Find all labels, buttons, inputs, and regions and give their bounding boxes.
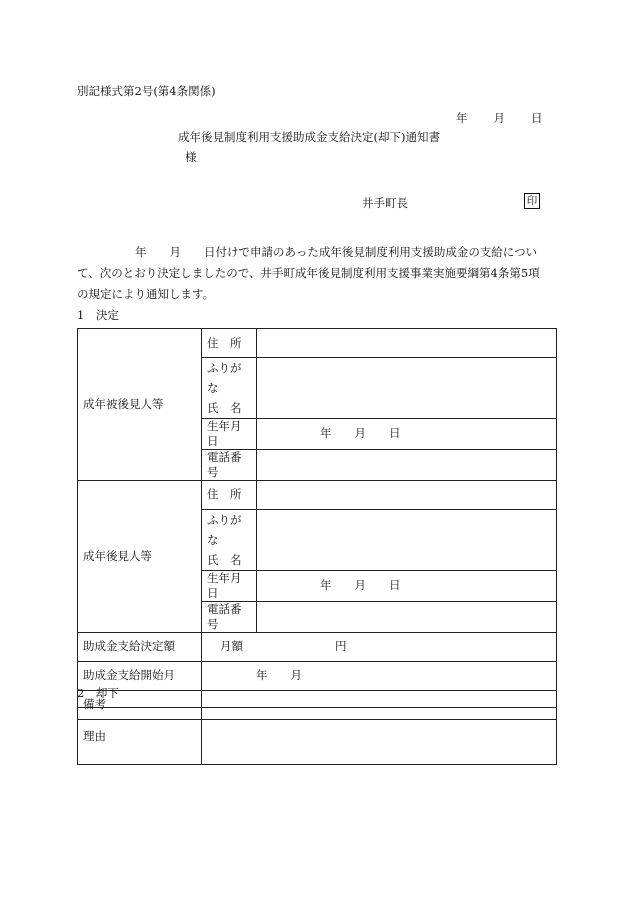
section-decision-heading: 1 決定 (77, 308, 119, 322)
grant-amount-value: 月額 円 (220, 639, 347, 654)
guardian-phone-field[interactable] (257, 601, 557, 632)
guardian-address-field[interactable] (257, 480, 557, 509)
ward-furigana-label: ふりがな (207, 361, 242, 395)
grant-start-value: 年 月 (256, 668, 302, 683)
guardian-birthdate-value: 年 月 日 (320, 578, 401, 593)
guardian-birthdate-label: 生年月日 (202, 570, 257, 601)
body-line-1: 年 月 日付けで申請のあった成年後見制度利用支援助成金の支給につい (135, 245, 538, 259)
rejection-table (77, 707, 557, 765)
guardian-name-label (202, 509, 257, 570)
ward-address-field[interactable] (257, 329, 557, 358)
ward-phone-label: 電話番号 (202, 449, 257, 480)
grant-amount-label: 助成金支給決定額 (78, 632, 202, 661)
guardian-birthdate-field[interactable] (257, 570, 557, 601)
grant-start-label: 助成金支給開始月 (78, 661, 202, 690)
guardian-furigana-label: ふりがな (207, 512, 242, 547)
seal-stamp-mark: 印 (524, 193, 540, 209)
form-number: 別記様式第2号(第4条関係) (77, 84, 216, 98)
reason-field[interactable] (202, 708, 557, 765)
grant-start-field[interactable] (202, 661, 557, 690)
guardian-group-label: 成年後見人等 (78, 480, 202, 632)
issuer-name: 井手町長 (362, 196, 408, 210)
ward-phone-field[interactable] (257, 449, 557, 480)
reason-label: 理由 (78, 708, 202, 765)
grant-amount-field[interactable] (202, 632, 557, 661)
body-line-3: の規定により通知します。 (77, 287, 215, 301)
ward-name-field[interactable] (257, 358, 557, 419)
body-line-2: て、次のとおり決定しましたので、井手町成年後見制度利用支援事業実施要綱第4条第5項 (77, 266, 540, 280)
ward-shimei-label: 氏 名 (207, 401, 242, 415)
date-day-label: 日 (531, 111, 543, 125)
ward-address-label: 住 所 (202, 329, 257, 358)
ward-name-label (202, 358, 257, 419)
date-year-label: 年 (456, 111, 468, 125)
notice-body (77, 242, 557, 305)
date-month-label: 月 (493, 111, 505, 125)
ward-group-label: 成年被後見人等 (78, 329, 202, 481)
document-title: 成年後見制度利用支援助成金支給決定(却下)通知書 (178, 130, 440, 144)
ward-birthdate-value: 年 月 日 (320, 426, 401, 441)
guardian-address-label: 住 所 (202, 480, 257, 509)
guardian-shimei-label: 氏 名 (207, 552, 242, 567)
ward-birthdate-label: 生年月日 (202, 419, 257, 450)
remarks-label: 備考 (78, 690, 202, 719)
guardian-name-field[interactable] (257, 509, 557, 570)
decision-table (77, 328, 557, 720)
ward-birthdate-field[interactable] (257, 419, 557, 450)
notice-date (456, 111, 543, 126)
guardian-phone-label: 電話番号 (202, 601, 257, 632)
addressee-honorific: 様 (185, 150, 197, 164)
section-rejection-heading: 2 却下 (77, 686, 119, 700)
